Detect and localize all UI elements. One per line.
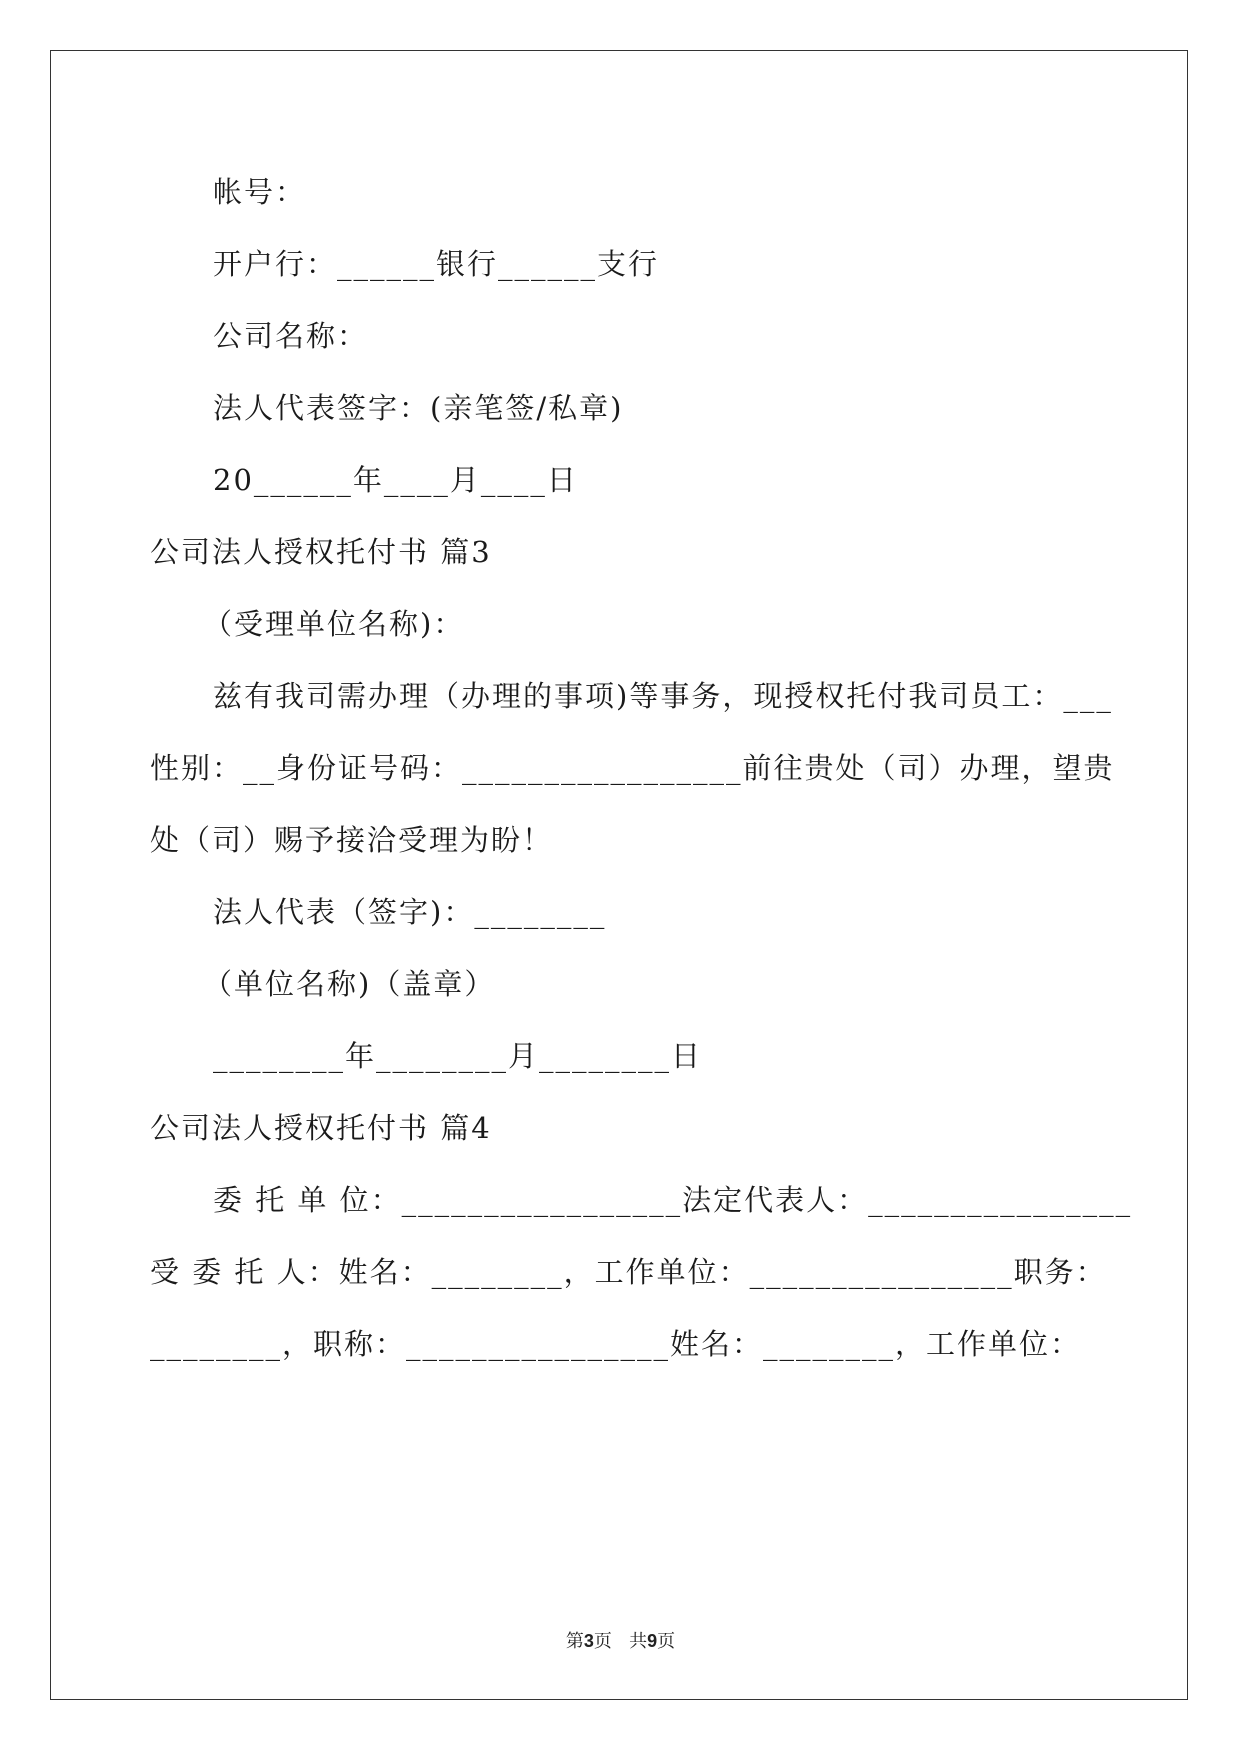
body-paragraph-line-1: 兹有我司需办理（办理的事项)等事务，现授权托付我司员工：___ — [213, 679, 1113, 713]
date-line-2: ________年________月________日 — [213, 1039, 703, 1073]
footer-suffix: 页 — [657, 1631, 676, 1652]
bank-line: 开户行：______银行______支行 — [213, 247, 660, 281]
legal-rep-signature-line: 法人代表（签字)：________ — [213, 895, 607, 929]
agent-line-2: ________，职称：________________姓名：________，工作单位： — [150, 1327, 1082, 1361]
body-paragraph-line-2: 性别：__身份证号码：_________________前往贵处（司）办理，望贵 — [150, 751, 1115, 785]
agent-line-1: 受 委 托 人：姓名：________，工作单位：________________职务： — [150, 1255, 1107, 1289]
footer-prefix: 第 — [565, 1631, 584, 1652]
signature-line: 法人代表签字：(亲笔签/私章) — [213, 391, 624, 425]
footer-total-pages: 9 — [647, 1631, 658, 1651]
principal-unit-line: 委 托 单 位：_________________法定代表人：________________ — [213, 1183, 1133, 1217]
company-name-line: 公司名称： — [213, 319, 369, 353]
date-line: 20______年____月____日 — [213, 463, 578, 497]
section-heading-4: 公司法人授权托付书 篇4 — [150, 1111, 492, 1145]
unit-seal-line: （单位名称)（盖章） — [203, 967, 496, 1001]
recipient-line: （受理单位名称)： — [203, 607, 465, 641]
section-heading-3: 公司法人授权托付书 篇3 — [150, 535, 492, 569]
footer-page-number: 3 — [583, 1631, 594, 1651]
body-paragraph-line-3: 处（司）赐予接洽受理为盼！ — [150, 823, 554, 857]
footer-middle: 页 共 — [593, 1631, 648, 1652]
page-border — [50, 50, 1188, 1700]
page-footer — [0, 1627, 1241, 1653]
account-line: 帐号： — [213, 175, 307, 209]
